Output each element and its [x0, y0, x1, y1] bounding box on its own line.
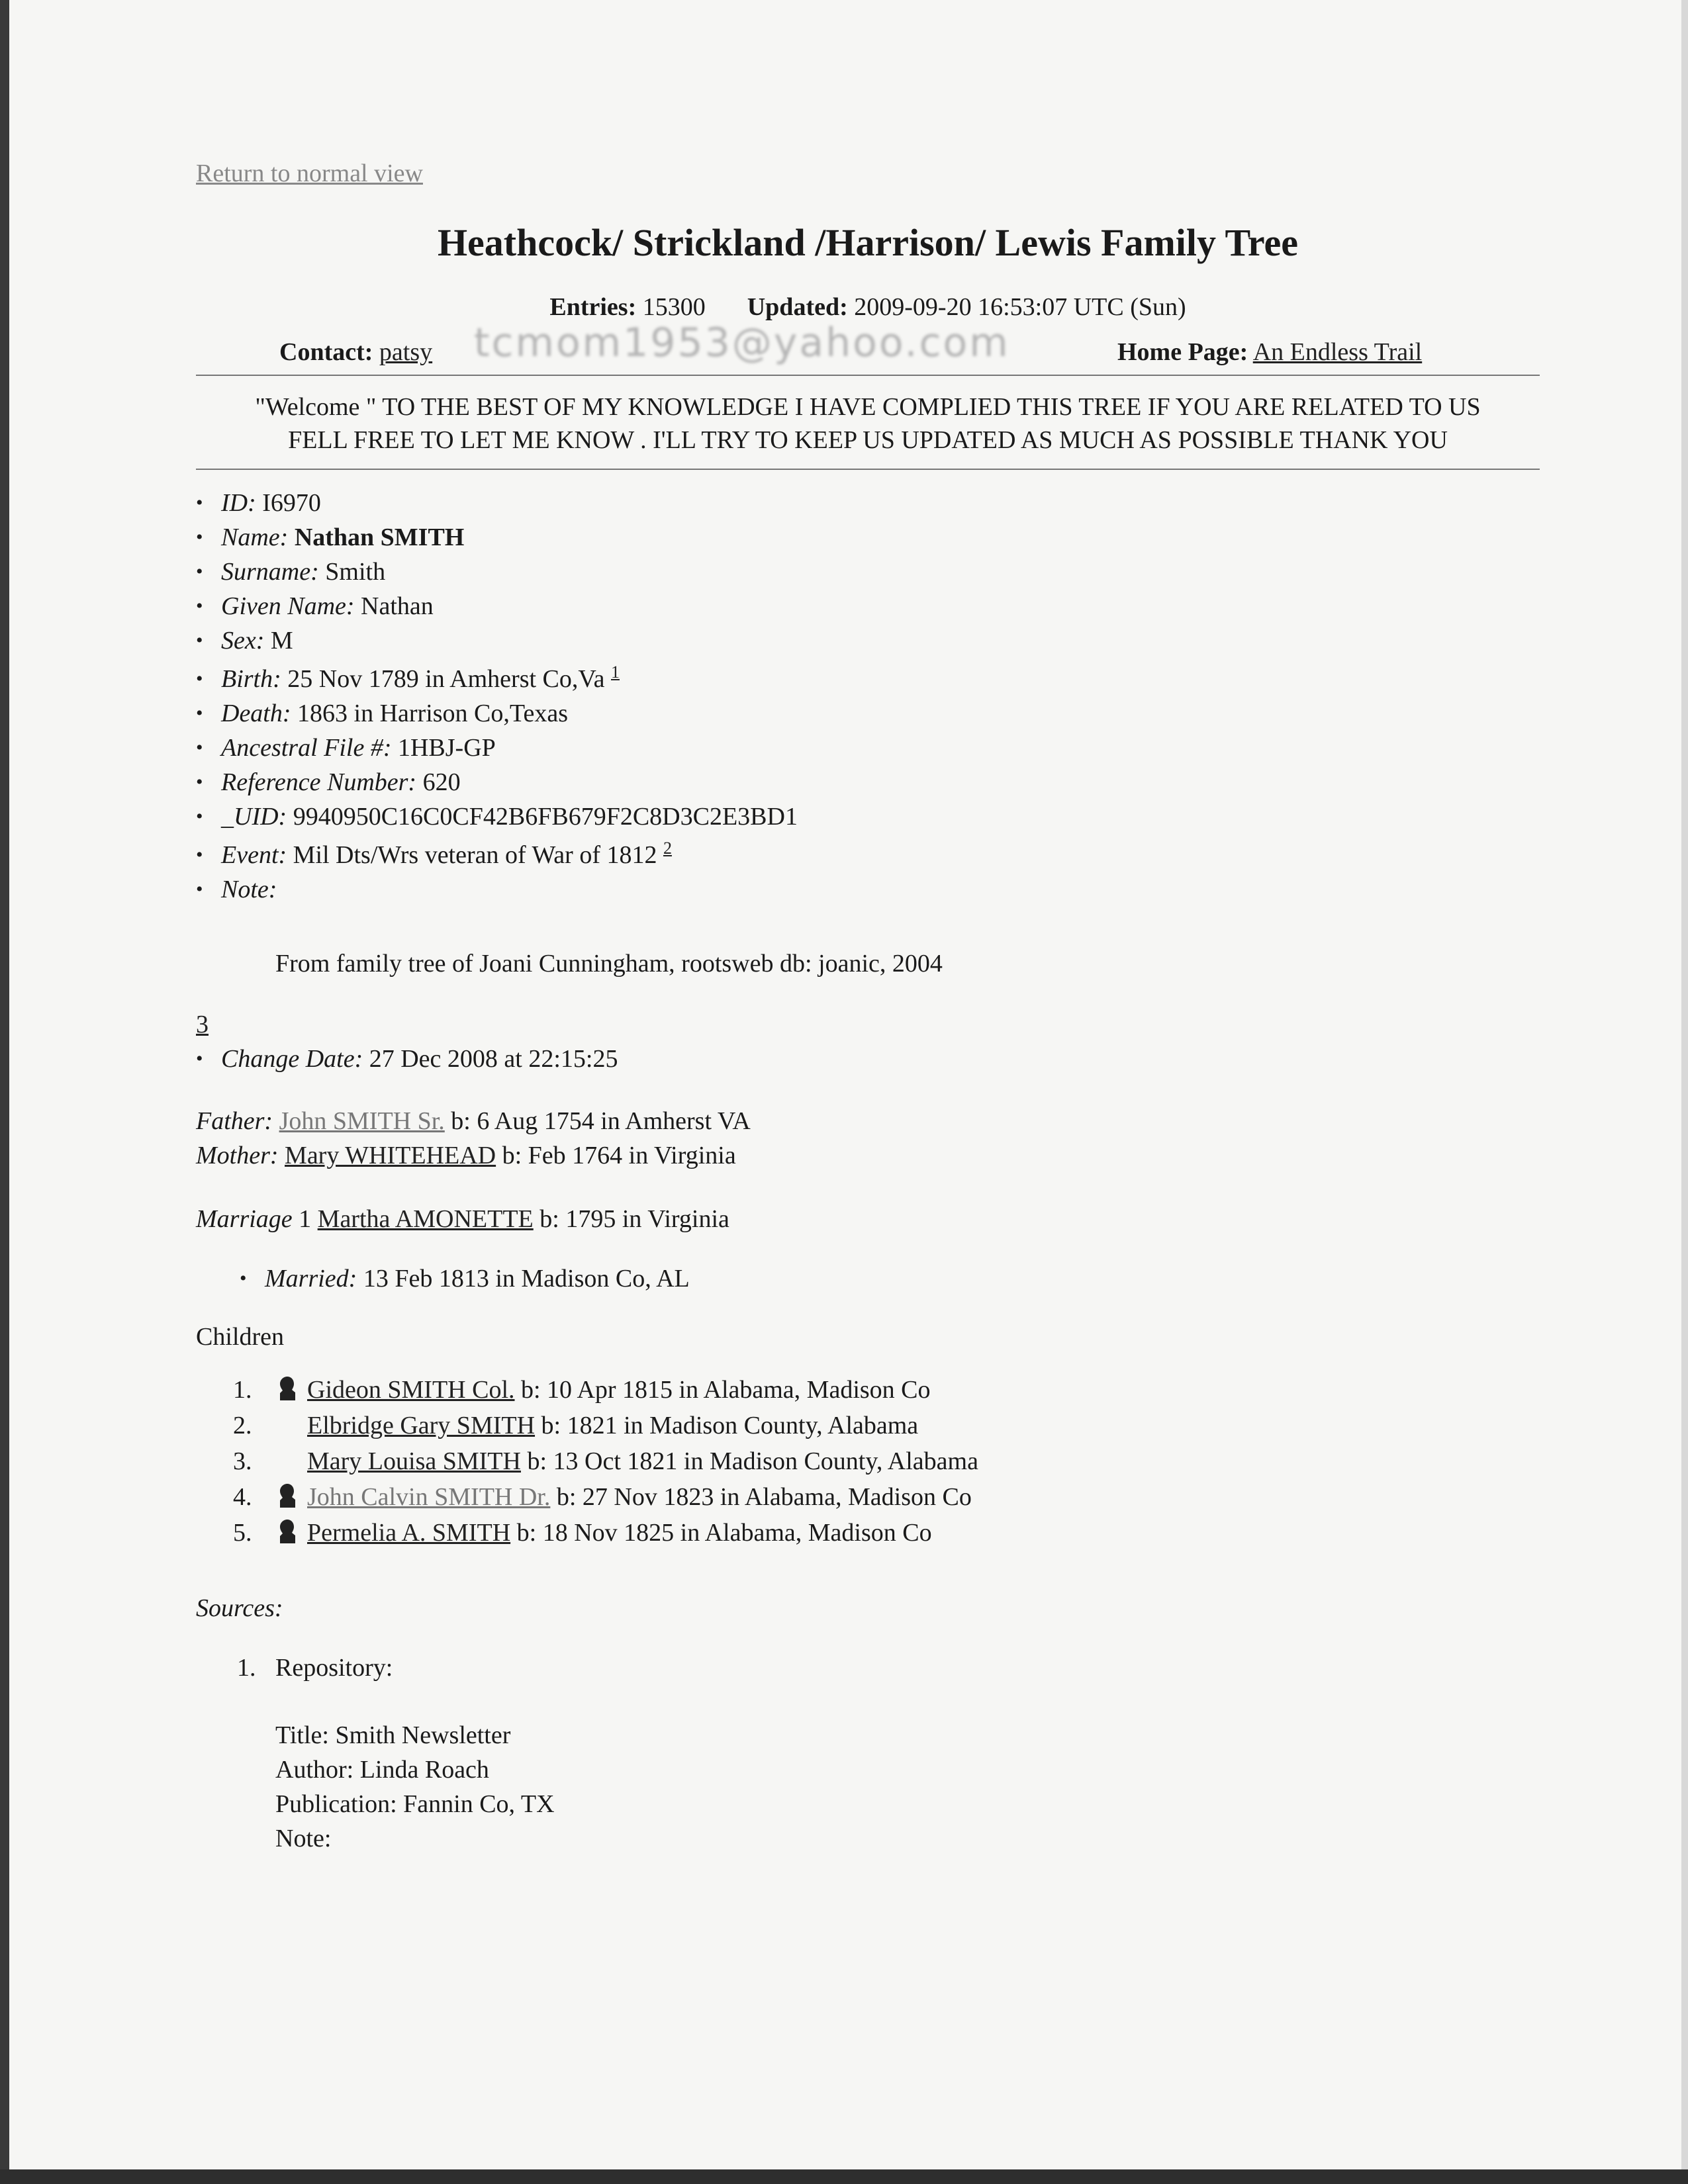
source-title: Title: Smith Newsletter	[275, 1721, 511, 1749]
divider-top	[196, 375, 1540, 376]
scan-edge-right	[1681, 0, 1688, 2184]
child-item: 3. Mary Louisa SMITH b: 13 Oct 1821 in Madison County, Alabama	[233, 1447, 978, 1475]
welcome-line-1: "Welcome " TO THE BEST OF MY KNOWLEDGE I HAVE COMPLIED THIS TREE IF YOU ARE RELATED TO US	[255, 393, 1481, 421]
contact-name-link[interactable]: patsy	[379, 338, 433, 366]
child-item: 5. Permelia A. SMITH b: 18 Nov 1825 in Alabama, Madison Co	[233, 1519, 932, 1547]
child-item: 2. Elbridge Gary SMITH b: 1821 in Madison County, Alabama	[233, 1412, 919, 1439]
entries-label: Entries:	[549, 293, 637, 321]
person-facts	[196, 486, 1560, 907]
fact-ancestral-file: • Ancestral File #: 1HBJ-GP	[196, 731, 1560, 765]
person-silhouette-icon	[278, 1482, 297, 1509]
person-silhouette-icon	[278, 1375, 297, 1402]
fact-note: • Note:	[196, 872, 1560, 907]
married-fact: • Married: 13 Feb 1813 in Madison Co, AL	[240, 1261, 1560, 1296]
fact-id: • ID: I6970	[196, 486, 1560, 520]
fact-given-name: • Given Name: Nathan	[196, 589, 1560, 623]
source-item: 1. Repository:	[237, 1654, 393, 1682]
children-list	[196, 1373, 1560, 1551]
source-note: Note:	[275, 1825, 332, 1852]
return-to-normal-view-link[interactable]: Return to normal view	[196, 159, 423, 187]
sources-heading: Sources:	[196, 1594, 283, 1622]
updated-value: 2009-09-20 16:53:07 UTC (Sun)	[854, 293, 1186, 321]
fact-sex: • Sex: M	[196, 623, 1560, 658]
father-link[interactable]: John SMITH Sr.	[279, 1107, 445, 1135]
change-date-list	[196, 1042, 1560, 1076]
page-content	[196, 156, 1560, 1856]
welcome-line-2: FELL FREE TO LET ME KNOW . I'LL TRY TO KEEP US UPDATED AS MUCH AS POSSIBLE THANK YOU	[288, 426, 1448, 454]
scan-edge-left	[0, 0, 9, 2184]
source-publication: Publication: Fannin Co, TX	[275, 1790, 555, 1818]
child-item: 1. Gideon SMITH Col. b: 10 Apr 1815 in Alabama, Madison Co	[233, 1376, 931, 1404]
homepage-label: Home Page:	[1117, 338, 1248, 366]
source-details	[275, 1718, 1560, 1856]
child-link[interactable]: Permelia A. SMITH	[307, 1519, 511, 1547]
child-link[interactable]: John Calvin SMITH Dr.	[307, 1483, 551, 1511]
mother-row: Mother: Mary WHITEHEAD b: Feb 1764 in Virginia	[196, 1142, 736, 1169]
updated-label: Updated:	[747, 293, 848, 321]
source-repository: Repository:	[275, 1654, 393, 1682]
child-link[interactable]: Elbridge Gary SMITH	[307, 1412, 536, 1439]
scan-edge-bottom	[0, 2169, 1688, 2184]
contact-email-blurred: tcmom1953@yahoo.com	[474, 320, 1010, 366]
footnote-1-link[interactable]: 1	[611, 662, 620, 682]
entries-value: 15300	[642, 293, 706, 321]
fact-birth: • Birth: 25 Nov 1789 in Amherst Co,Va $^1$	[196, 662, 1560, 696]
fact-death: • Death: 1863 in Harrison Co,Texas	[196, 696, 1560, 731]
children-heading: Children	[196, 1323, 284, 1351]
fact-event: • Event: Mil Dts/Wrs veteran of War of 1812 $^2$	[196, 838, 1560, 872]
welcome-message	[196, 390, 1540, 457]
fact-reference-number: • Reference Number: 620	[196, 765, 1560, 799]
marriage-row: Marriage 1 Martha AMONETTE b: 1795 in Virginia	[196, 1205, 729, 1233]
child-item: 4. John Calvin SMITH Dr. b: 27 Nov 1823 in Alabama, Madison Co	[233, 1483, 972, 1511]
parents-block	[196, 1104, 1560, 1173]
father-row: Father: John SMITH Sr. b: 6 Aug 1754 in Amherst VA	[196, 1107, 751, 1135]
child-link[interactable]: Gideon SMITH Col.	[307, 1376, 515, 1404]
page-title: Heathcock/ Strickland /Harrison/ Lewis Family Tree	[437, 221, 1299, 264]
note-text: From family tree of Joani Cunningham, rootsweb db: joanic, 2004	[275, 950, 943, 978]
homepage-link[interactable]: An Endless Trail	[1252, 338, 1423, 366]
fact-uid: • _UID: 9940950C16C0CF42B6FB679F2C8D3C2E3BD1	[196, 799, 1560, 834]
person-silhouette-icon	[278, 1518, 297, 1545]
contact-label: Contact:	[279, 338, 373, 366]
source-author: Author: Linda Roach	[275, 1756, 489, 1784]
divider-bottom	[196, 469, 1540, 470]
spouse-link[interactable]: Martha AMONETTE	[317, 1205, 534, 1233]
fact-surname: • Surname: Smith	[196, 555, 1560, 589]
contact-row	[196, 320, 1540, 375]
footnote-3-link[interactable]: 3	[196, 1011, 209, 1038]
fact-name: • Name: Nathan SMITH	[196, 520, 1560, 555]
fact-change-date: • Change Date: 27 Dec 2008 at 22:15:25	[196, 1042, 1560, 1076]
child-link[interactable]: Mary Louisa SMITH	[307, 1447, 521, 1475]
footnote-2-link[interactable]: 2	[663, 839, 672, 858]
mother-link[interactable]: Mary WHITEHEAD	[285, 1142, 496, 1169]
